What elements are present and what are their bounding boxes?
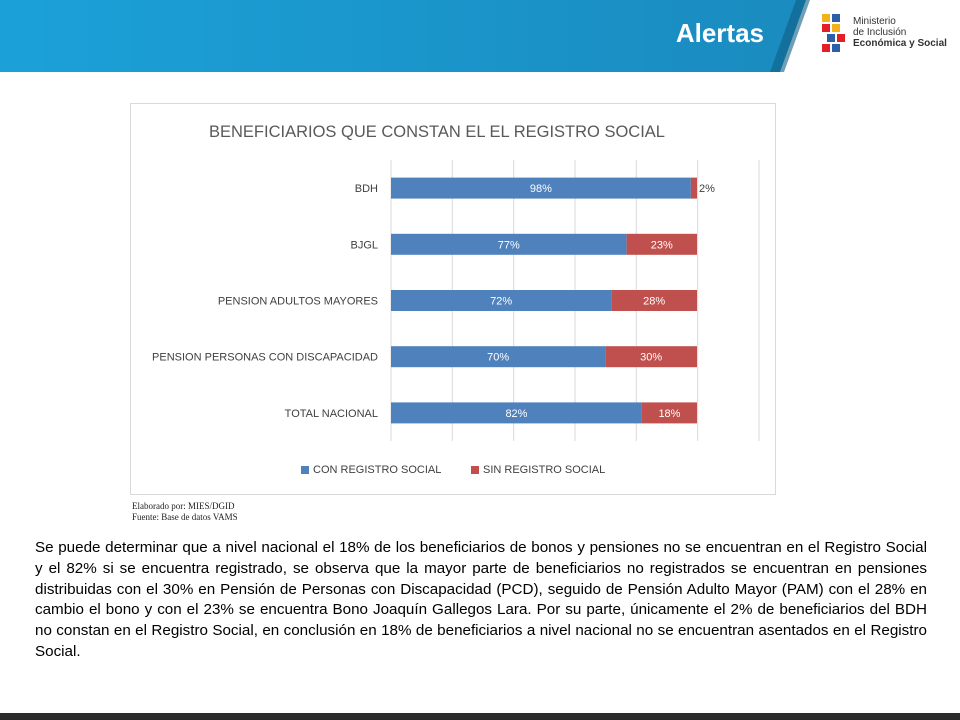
chart-container <box>130 103 776 495</box>
data-label: 72% <box>490 295 513 308</box>
data-label: 70% <box>487 351 510 364</box>
data-label: 18% <box>658 407 681 420</box>
source-note <box>132 501 238 523</box>
page-title: Alertas <box>675 18 764 48</box>
logo-line-3: Económica y Social <box>853 38 947 49</box>
chart-title: BENEFICIARIOS QUE CONSTAN EL EL REGISTRO SOCIAL <box>209 123 665 141</box>
legend-label-con: CON REGISTRO SOCIAL <box>313 464 442 476</box>
category-label: BDH <box>354 183 378 196</box>
category-label: PENSION ADULTOS MAYORES <box>217 295 378 308</box>
ministry-logo-text <box>853 16 947 49</box>
data-label: 2% <box>699 183 715 196</box>
header <box>0 0 960 72</box>
legend-label-sin: SIN REGISTRO SOCIAL <box>483 464 606 476</box>
bar-sin-registro <box>691 178 697 199</box>
category-label: TOTAL NACIONAL <box>284 407 378 420</box>
data-label: 28% <box>643 295 666 308</box>
header-banner <box>0 0 960 72</box>
data-label: 30% <box>640 351 663 364</box>
ministry-logo-icon <box>820 12 850 56</box>
data-label: 77% <box>497 239 520 252</box>
category-label: PENSION PERSONAS CON DISCAPACIDAD <box>152 351 378 364</box>
legend-swatch-sin <box>471 466 479 474</box>
category-label: BJGL <box>350 239 378 252</box>
analysis-paragraph: Se puede determinar que a nivel nacional el 18% de los beneficiarios de bonos y pensiones no se encuentran en el Registro Social y el 82% si se encuentra registrado, se observa que la mayor parte de beneficiarios no registrados se encuentran en pensiones distribuidas con el 30% en Pensión de Personas con Discapacidad (PCD), seguido de Pensión Adulto Mayor (PAM) con el 28% en cambio el bono y con el 23% se encuentra Bono Joaquín Gallegos Lara. Por su parte, únicamente el 2% de beneficiarios del BDH no constan en el Registro Social, en conclusión en 18% de beneficiarios a nivel nacional no se encuentran asentados en el Registro Social. <box>35 539 927 660</box>
data-label: 82% <box>505 407 528 420</box>
source-data: Fuente: Base de datos VAMS <box>132 512 238 522</box>
data-label: 23% <box>650 239 673 252</box>
bar-chart <box>131 104 775 494</box>
logo-line-1: Ministerio <box>853 16 896 27</box>
bottom-bar <box>0 713 960 720</box>
source-author: Elaborado por: MIES/DGID <box>132 501 235 511</box>
data-label: 98% <box>529 183 552 196</box>
logo-line-2: de Inclusión <box>853 27 907 38</box>
legend-swatch-con <box>301 466 309 474</box>
